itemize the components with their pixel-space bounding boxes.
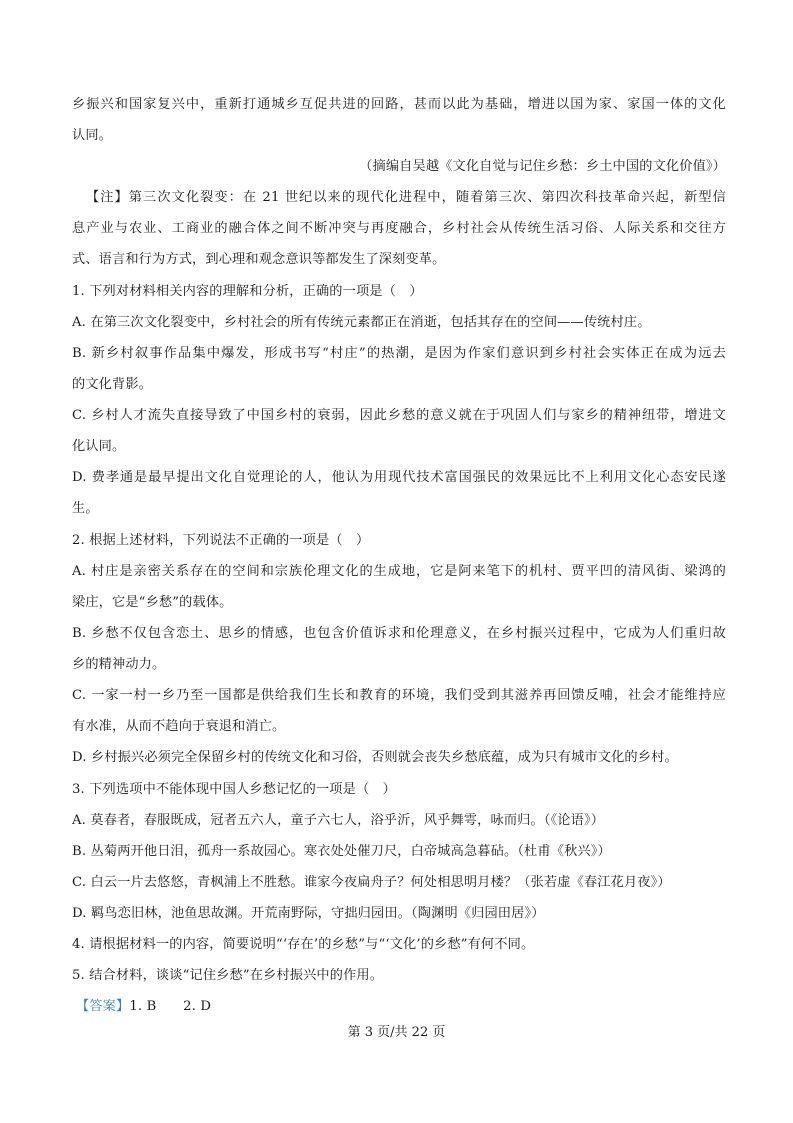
question-stem-1: 1. 下列对材料相关内容的理解和分析，正确的一项是（ ） (72, 284, 423, 299)
option-1c: C. 乡村人才流失直接导致了中国乡村的衰弱，因此乡愁的意义就在于巩固人们与家乡的精神纽带，增进文 (72, 408, 726, 423)
page-number: 第 3 页/共 22 页 (347, 1025, 446, 1040)
question-stem-2: 2. 根据上述材料，下列说法不正确的一项是（ ） (72, 533, 370, 548)
note-line: 【注】第三次文化裂变：在 21 世纪以来的现代化进程中，随着第三次、第四次科技革命兴起，新型信 (86, 190, 726, 205)
question-5: 5. 结合材料，谈谈“记住乡愁”在乡村振兴中的作用。 (72, 968, 384, 983)
option-3a: A. 莫春者，春服既成，冠者五六人，童子六七人，浴乎沂，风乎舞雩，咏而归。（《论语》） (72, 813, 605, 828)
option-1d: D. 费孝通是最早提出文化自觉理论的人，他认为用现代技术富国强民的效果远比不上利用文化心态安民遂 (72, 470, 726, 485)
option-2c-cont: 有水准，从而不趋向于衰退和消亡。 (72, 719, 286, 734)
citation: （摘编自吴越《文化自觉与记住乡愁：乡土中国的文化价值》） (359, 159, 726, 174)
option-1c-cont: 化认同。 (72, 439, 126, 454)
option-1a: A. 在第三次文化裂变中，乡村社会的所有传统元素都正在消逝，包括其存在的空间——传统村庄。 (72, 315, 651, 330)
option-2a: A. 村庄是亲密关系存在的空间和宗族伦理文化的生成地，它是阿来笔下的机村、贾平凹的清风街、梁鸿的 (72, 564, 726, 579)
option-2a-cont: 梁庄，它是“乡愁”的载体。 (72, 595, 233, 610)
option-2b-cont: 乡的精神动力。 (72, 657, 166, 672)
option-2c: C. 一家一村一乡乃至一国都是供给我们生长和教育的环境，我们受到其滋养再回馈反哺，社会才能维持应 (72, 688, 726, 703)
note-line: 式、语言和行为方式，到心理和观念意识等都发生了深刻变革。 (72, 252, 446, 267)
option-2b: B. 乡愁不仅包含恋土、思乡的情感，也包含价值诉求和伦理意义，在乡村振兴过程中，它成为人们重归故 (72, 626, 726, 641)
option-3b: B. 丛菊两开他日泪，孤舟一系故园心。寒衣处处催刀尺，白帝城高急暮砧。（杜甫《秋兴》） (72, 844, 611, 859)
question-4: 4. 请根据材料一的内容，简要说明“‘存在’的乡愁”与“‘文化’的乡愁”有何不同。 (72, 937, 535, 952)
answer-label: 【答案】 (76, 999, 130, 1014)
option-3d: D. 羁鸟恋旧林，池鱼思故渊。开荒南野际，守拙归园田。（陶渊明《归园田居》） (72, 906, 545, 921)
paragraph-line: 认同。 (72, 128, 113, 143)
note-line: 息产业与农业、工商业的融合体之间不断冲突与再度融合，乡村社会从传统生活习俗、人际关系和交往方 (72, 221, 726, 236)
option-1b: B. 新乡村叙事作品集中爆发，形成书写“村庄”的热潮，是因为作家们意识到乡村社会实体正在成为远去 (72, 346, 726, 361)
question-stem-3: 3. 下列选项中不能体现中国人乡愁记忆的一项是（ ） (72, 782, 396, 797)
paragraph-line: 乡振兴和国家复兴中，重新打通城乡互促共进的回路，甚而以此为基础，增进以国为家、家国一体的文化 (72, 97, 726, 112)
option-1d-cont: 生。 (72, 501, 99, 516)
option-3c: C. 白云一片去悠悠，青枫浦上不胜愁。谁家今夜扁舟子？何处相思明月楼？（张若虚《春江花月夜》） (72, 875, 671, 890)
option-1b-cont: 的文化背影。 (72, 377, 153, 392)
option-2d: D. 乡村振兴必须完全保留乡村的传统文化和习俗，否则就会丧失乡愁底蕴，成为只有城市文化的乡村。 (72, 750, 678, 765)
answer-line (76, 998, 211, 1016)
answer-values: 1. B 2. D (129, 999, 212, 1014)
